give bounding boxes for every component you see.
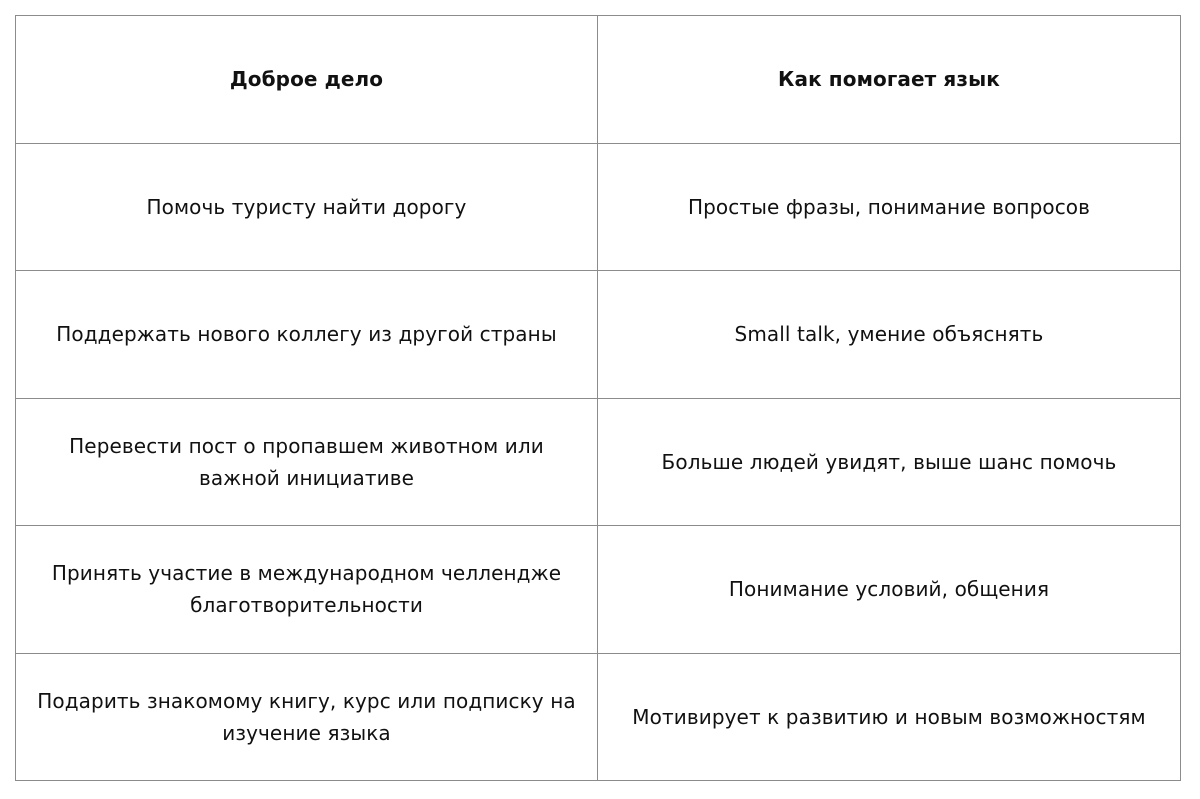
column-header-good-deed: Доброе дело (16, 16, 598, 144)
cell-language-help: Мотивирует к развитию и новым возможностям (598, 653, 1181, 781)
cell-good-deed: Перевести пост о пропавшем животном или важной инициативе (16, 398, 598, 526)
table-row (16, 526, 1181, 654)
cell-language-help: Больше людей увидят, выше шанс помочь (598, 398, 1181, 526)
cell-good-deed: Принять участие в международном челлендже благотворительности (16, 526, 598, 654)
cell-language-help: Простые фразы, понимание вопросов (598, 143, 1181, 271)
good-deeds-table (15, 15, 1181, 781)
table-row (16, 653, 1181, 781)
table-row (16, 271, 1181, 399)
cell-good-deed: Подарить знакомому книгу, курс или подписку на изучение языка (16, 653, 598, 781)
column-header-language-help: Как помогает язык (598, 16, 1181, 144)
table-header-row (16, 16, 1181, 144)
cell-language-help: Понимание условий, общения (598, 526, 1181, 654)
cell-good-deed: Помочь туристу найти дорогу (16, 143, 598, 271)
table-row (16, 143, 1181, 271)
table-row (16, 398, 1181, 526)
cell-good-deed: Поддержать нового коллегу из другой страны (16, 271, 598, 399)
cell-language-help: Small talk, умение объяснять (598, 271, 1181, 399)
